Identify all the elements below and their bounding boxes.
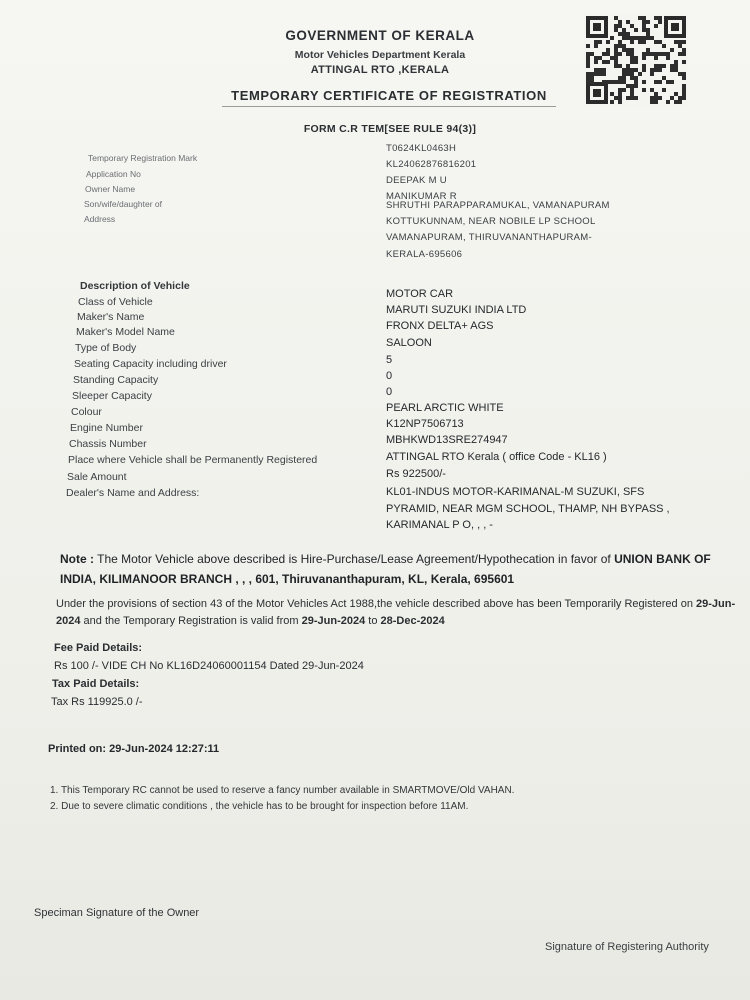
- vehicle-section-heading: Description of Vehicle: [80, 280, 190, 292]
- temp-mark-value: T0624KL0463H: [386, 143, 457, 154]
- tax-paid-value: Tax Rs 119925.0 /-: [51, 696, 143, 708]
- office-heading: ATTINGAL RTO ,KERALA: [310, 64, 450, 76]
- dealer-line: PYRAMID, NEAR MGM SCHOOL, THAMP, NH BYPASS ,: [386, 503, 670, 515]
- dealer-line: KARIMANAL P O, , , -: [386, 519, 493, 531]
- model-value: FRONX DELTA+ AGS: [386, 320, 494, 332]
- hypothecation-note: [60, 549, 730, 589]
- address-line: KERALA-695606: [386, 249, 463, 260]
- sleeper-value: 0: [386, 386, 393, 398]
- address-line: KOTTUKUNNAM, NEAR NOBILE LP SCHOOL: [386, 216, 596, 227]
- valid-from-date: 29-Jun-2024: [301, 615, 366, 627]
- department-heading: Motor Vehicles Department Kerala: [294, 49, 466, 61]
- class-label: Class of Vehicle: [78, 296, 153, 308]
- government-heading: GOVERNMENT OF KERALA: [285, 28, 475, 43]
- address-label: Address: [84, 214, 116, 224]
- provision-text: Under the provisions of section 43 of the Motor Vehicles Act 1988,the vehicle described above has been Temporarily Registered on: [56, 598, 693, 610]
- dealer-line: KL01-INDUS MOTOR-KARIMANAL-M SUZUKI, SFS: [386, 486, 645, 498]
- registration-provision: [56, 596, 736, 630]
- temp-mark-label: Temporary Registration Mark: [88, 153, 198, 163]
- note-text: The Motor Vehicle above described is Hire-Purchase/Lease Agreement/Hypothecation in favor of: [97, 552, 611, 566]
- note-bank: UNION BANK OF INDIA, KILIMANOOR BRANCH , , , 601, Thiruvananthapuram, KL, Kerala, 695601: [60, 552, 711, 586]
- sale-value: Rs 922500/-: [386, 468, 446, 480]
- owner-signature-label: Speciman Signature of the Owner: [34, 907, 200, 919]
- chassis-value: MBHKWD13SRE274947: [386, 434, 508, 446]
- standing-label: Standing Capacity: [73, 374, 159, 386]
- valid-to-date: 28-Dec-2024: [380, 615, 445, 627]
- body-value: SALOON: [386, 337, 432, 349]
- relation-value: MANIKUMAR R: [386, 191, 457, 202]
- engine-label: Engine Number: [70, 422, 143, 434]
- sleeper-label: Sleeper Capacity: [72, 390, 152, 402]
- place-label: Place where Vehicle shall be Permanently Registered: [68, 454, 318, 466]
- maker-label: Maker's Name: [77, 311, 145, 323]
- place-value: ATTINGAL RTO Kerala ( office Code - KL16 ): [386, 451, 607, 463]
- application-no-value: KL24062876816201: [386, 159, 477, 170]
- footnote: 2. Due to severe climatic conditions , the vehicle has to be brought for inspection before 11AM.: [50, 801, 469, 812]
- owner-name-value: DEEPAK M U: [386, 175, 447, 186]
- engine-value: K12NP7506713: [386, 418, 464, 430]
- address-line: SHRUTHI PARAPPARAMUKAL, VAMANAPURAM: [386, 200, 610, 211]
- fee-paid-value: Rs 100 /- VIDE CH No KL16D24060001154 Dated 29-Jun-2024: [54, 660, 364, 672]
- certificate-title: TEMPORARY CERTIFICATE OF REGISTRATION: [222, 88, 556, 107]
- colour-label: Colour: [71, 406, 102, 418]
- colour-value: PEARL ARCTIC WHITE: [386, 402, 504, 414]
- body-label: Type of Body: [75, 342, 137, 354]
- tax-paid-label: Tax Paid Details:: [52, 678, 140, 690]
- note-label: Note :: [60, 552, 94, 566]
- application-no-label: Application No: [86, 169, 141, 179]
- seating-label: Seating Capacity including driver: [74, 358, 227, 370]
- chassis-label: Chassis Number: [69, 438, 147, 450]
- dealer-label: Dealer's Name and Address:: [66, 487, 200, 499]
- provision-text: and the Temporary Registration is valid from: [83, 615, 299, 627]
- model-label: Maker's Model Name: [76, 326, 175, 338]
- fee-paid-label: Fee Paid Details:: [54, 642, 143, 654]
- sale-label: Sale Amount: [67, 471, 127, 483]
- printed-on: Printed on: 29-Jun-2024 12:27:11: [48, 743, 220, 755]
- maker-value: MARUTI SUZUKI INDIA LTD: [386, 304, 527, 316]
- footnote: 1. This Temporary RC cannot be used to reserve a fancy number available in SMARTMOVE/Old VAHAN.: [50, 785, 515, 796]
- authority-signature-label: Signature of Registering Authority: [545, 941, 709, 953]
- standing-value: 0: [386, 370, 393, 382]
- relation-label: Son/wife/daughter of: [84, 199, 162, 209]
- seating-value: 5: [386, 354, 393, 366]
- class-value: MOTOR CAR: [386, 288, 454, 300]
- provision-text: to: [368, 615, 378, 627]
- form-reference: FORM C.R TEM[SEE RULE 94(3)]: [303, 123, 477, 135]
- address-line: VAMANAPURAM, THIRUVANANTHAPURAM-: [386, 232, 592, 243]
- owner-name-label: Owner Name: [85, 184, 136, 194]
- registered-on-date: 29-Jun-2024: [56, 598, 736, 627]
- qr-code-icon: [584, 14, 688, 106]
